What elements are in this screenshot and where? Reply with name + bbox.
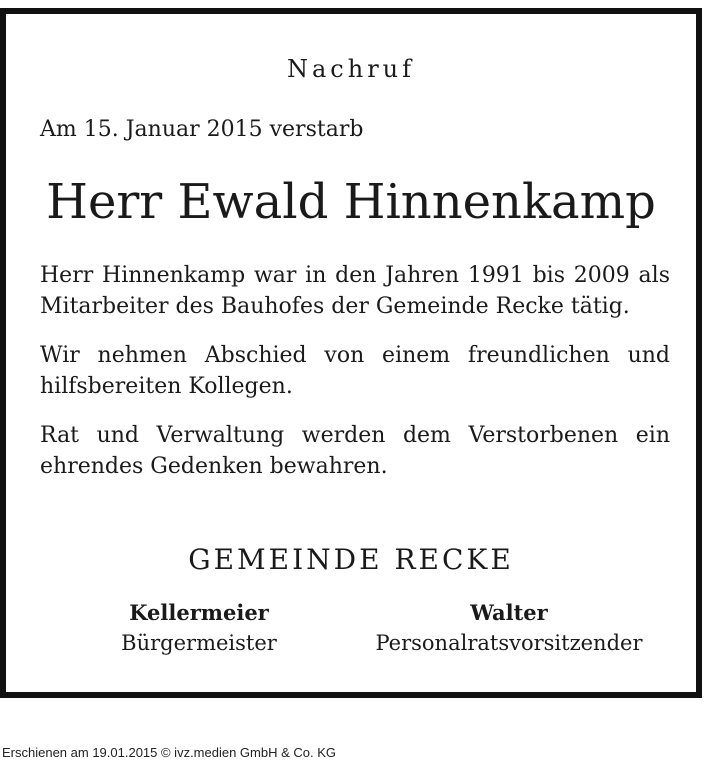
deceased-name: Herr Ewald Hinnenkamp [46, 174, 656, 230]
paragraph-career: Herr Hinnenkamp war in den Jahren 1991 bis 2009 als Mitarbeiter des Bauhofes der Gemeinde Recke tätig. [40, 263, 670, 319]
signer-mayor [94, 598, 304, 658]
signer-role: Bürgermeister [121, 631, 277, 655]
notice-heading: Nachruf [286, 55, 416, 83]
signer-role: Personalratsvorsitzender [375, 631, 643, 655]
paragraph-remembrance: Rat und Verwaltung werden dem Verstorbenen ein ehrendes Gedenken bewahren. [40, 423, 670, 479]
signer-staff-council [339, 598, 679, 658]
signer-name: Kellermeier [129, 600, 269, 625]
signer-name: Walter [470, 600, 548, 625]
organization-name: GEMEINDE RECKE [188, 543, 514, 576]
paragraph-farewell: Wir nehmen Abschied von einem freundlichen und hilfsbereiten Kollegen. [40, 343, 670, 399]
publication-footer: Erschienen am 19.01.2015 © ivz.medien GmbH & Co. KG [2, 745, 337, 760]
intro-line: Am 15. Januar 2015 verstarb [40, 117, 364, 142]
obituary-notice [0, 8, 702, 698]
